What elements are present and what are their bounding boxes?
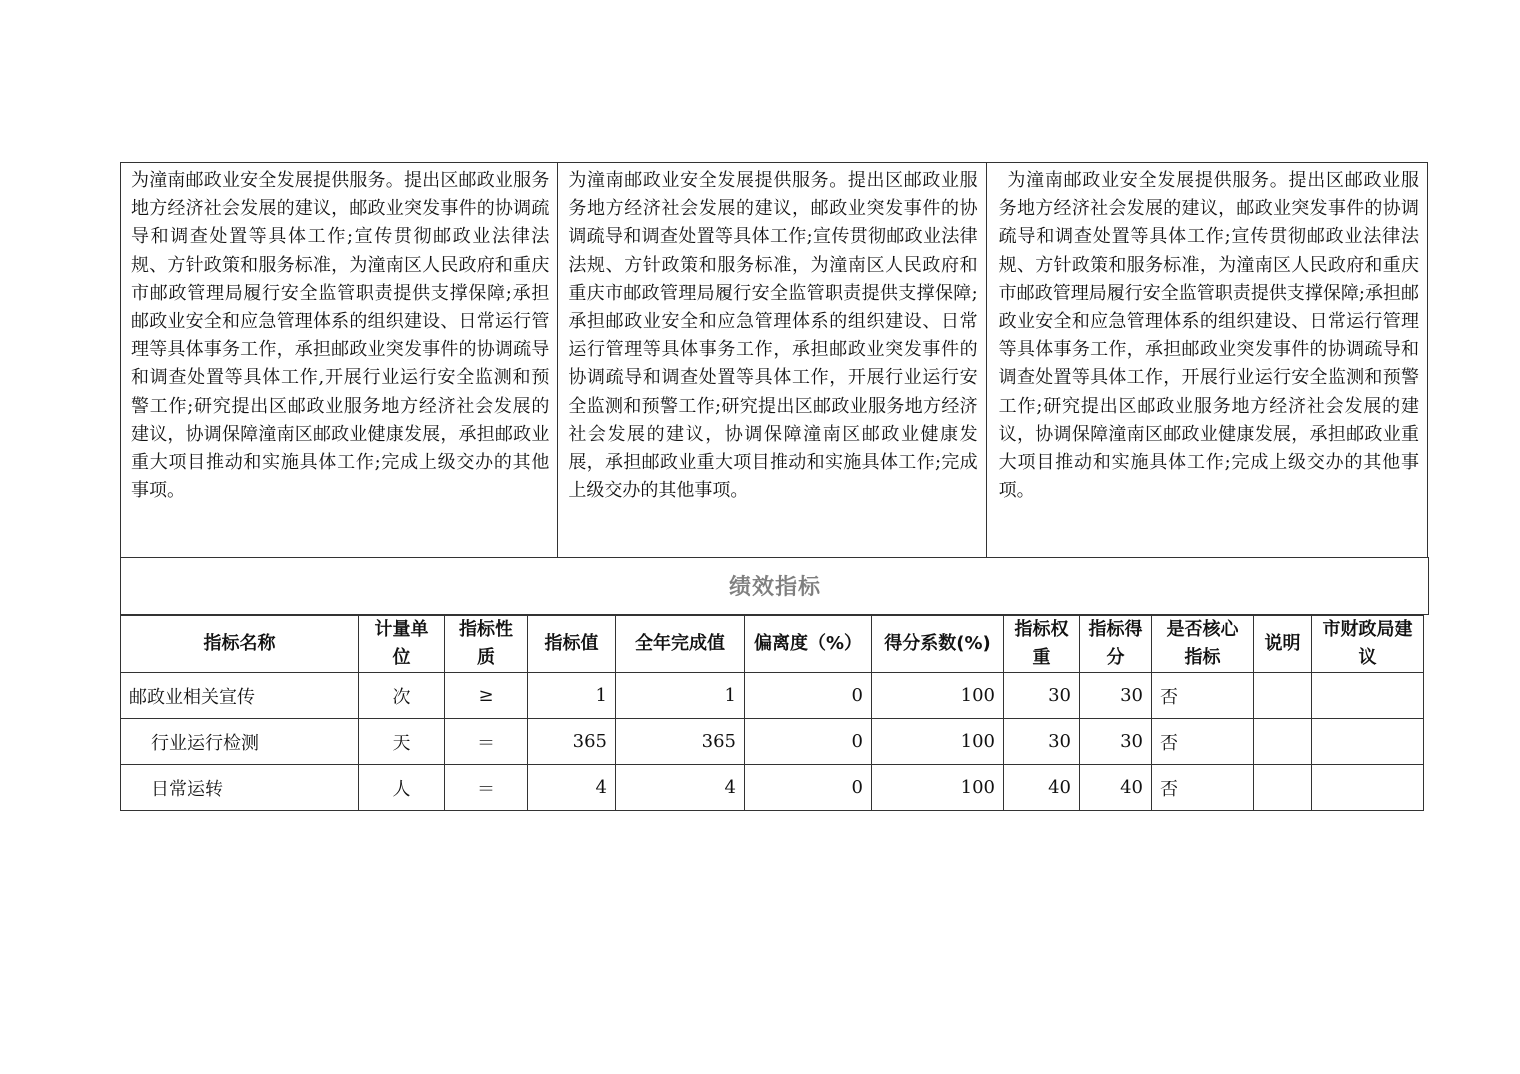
cell-target-value: 1: [528, 673, 616, 719]
performance-section-bar: [120, 557, 1429, 615]
table-row: [121, 719, 1424, 765]
header-score: 指标得分: [1080, 616, 1152, 673]
cell-indicator-name: 邮政业相关宣传: [121, 673, 359, 719]
header-is-core: 是否核心指标: [1152, 616, 1254, 673]
cell-nature: ＝: [445, 765, 528, 811]
description-column-2: 为潼南邮政业安全发展提供服务。提出区邮政业服务地方经济社会发展的建议，邮政业突发事件的协调疏导和调查处置等具体工作;宣传贯彻邮政业法律法规、方针政策和服务标准，为潼南区人民政府和重庆市邮政管理局履行安全监管职责提供支撑保障;承担邮政业安全和应急管理体系的组织建设、日常运行管理等具体事务工作，承担邮政业突发事件的协调疏导和调查处置等具体工作，开展行业运行安全监测和预警工作;研究提出区邮政业服务地方经济社会发展的建议，协调保障潼南区邮政业健康发展，承担邮政业重大项目推动和实施具体工作;完成上级交办的其他事项。: [557, 163, 985, 557]
cell-note: [1254, 765, 1312, 811]
cell-annual-completion: 4: [616, 765, 745, 811]
cell-deviation: 0: [745, 765, 872, 811]
cell-score-coefficient: 100: [872, 719, 1004, 765]
table-row: [121, 673, 1424, 719]
cell-note: [1254, 673, 1312, 719]
cell-is-core: 否: [1152, 719, 1254, 765]
cell-score-coefficient: 100: [872, 673, 1004, 719]
cell-indicator-name: 日常运转: [121, 765, 359, 811]
cell-weight: 30: [1004, 719, 1080, 765]
header-annual-completion: 全年完成值: [616, 616, 745, 673]
cell-note: [1254, 719, 1312, 765]
header-score-coefficient: 得分系数(%): [872, 616, 1004, 673]
cell-score: 30: [1080, 719, 1152, 765]
description-block: [120, 162, 1428, 558]
cell-annual-completion: 1: [616, 673, 745, 719]
cell-score-coefficient: 100: [872, 765, 1004, 811]
description-column-3: [986, 163, 1427, 557]
cell-deviation: 0: [745, 673, 872, 719]
cell-weight: 40: [1004, 765, 1080, 811]
cell-finance-advice: [1312, 719, 1424, 765]
header-nature: 指标性质: [445, 616, 528, 673]
cell-target-value: 365: [528, 719, 616, 765]
header-unit: 计量单位: [359, 616, 445, 673]
cell-score: 40: [1080, 765, 1152, 811]
header-deviation: 偏离度（%）: [745, 616, 872, 673]
header-note: 说明: [1254, 616, 1312, 673]
performance-metrics-table: [120, 615, 1424, 811]
cell-is-core: 否: [1152, 673, 1254, 719]
cell-unit: 次: [359, 673, 445, 719]
cell-weight: 30: [1004, 673, 1080, 719]
cell-nature: ≥: [445, 673, 528, 719]
cell-unit: 人: [359, 765, 445, 811]
cell-is-core: 否: [1152, 765, 1254, 811]
description-column-1: 为潼南邮政业安全发展提供服务。提出区邮政业服务地方经济社会发展的建议，邮政业突发事件的协调疏导和调查处置等具体工作;宣传贯彻邮政业法律法规、方针政策和服务标准，为潼南区人民政府和重庆市邮政管理局履行安全监管职责提供支撑保障;承担邮政业安全和应急管理体系的组织建设、日常运行管理等具体事务工作，承担邮政业突发事件的协调疏导和调查处置等具体工作,开展行业运行安全监测和预警工作;研究提出区邮政业服务地方经济社会发展的建议，协调保障潼南区邮政业健康发展，承担邮政业重大项目推动和实施具体工作;完成上级交办的其他事项。: [131, 170, 550, 502]
cell-indicator-name: 行业运行检测: [121, 719, 359, 765]
table-row: [121, 765, 1424, 811]
cell-unit: 天: [359, 719, 445, 765]
header-indicator-name: 指标名称: [121, 616, 359, 673]
cell-finance-advice: [1312, 673, 1424, 719]
section-title: 绩效指标: [728, 575, 821, 600]
header-target-value: 指标值: [528, 616, 616, 673]
cell-score: 30: [1080, 673, 1152, 719]
cell-deviation: 0: [745, 719, 872, 765]
cell-target-value: 4: [528, 765, 616, 811]
header-weight: 指标权重: [1004, 616, 1080, 673]
cell-finance-advice: [1312, 765, 1424, 811]
header-finance-advice: 市财政局建议: [1312, 616, 1424, 673]
description-column-3-text: 为潼南邮政业安全发展提供服务。提出区邮政业服务地方经济社会发展的建议，邮政业突发事件的协调疏导和调查处置等具体工作;宣传贯彻邮政业法律法规、方针政策和服务标准，为潼南区人民政府和重庆市邮政管理局履行安全监管职责提供支撑保障;承担邮政业安全和应急管理体系的组织建设、日常运行管理等具体事务工作，承担邮政业突发事件的协调疏导和调查处置等具体工作，开展行业运行安全监测和预警工作;研究提出区邮政业服务地方经济社会发展的建议，协调保障潼南区邮政业健康发展，承担邮政业重大项目推动和实施具体工作;完成上级交办的其他事项。: [998, 170, 1419, 502]
cell-nature: ＝: [445, 719, 528, 765]
table-header-row: [121, 616, 1424, 673]
cell-annual-completion: 365: [616, 719, 745, 765]
